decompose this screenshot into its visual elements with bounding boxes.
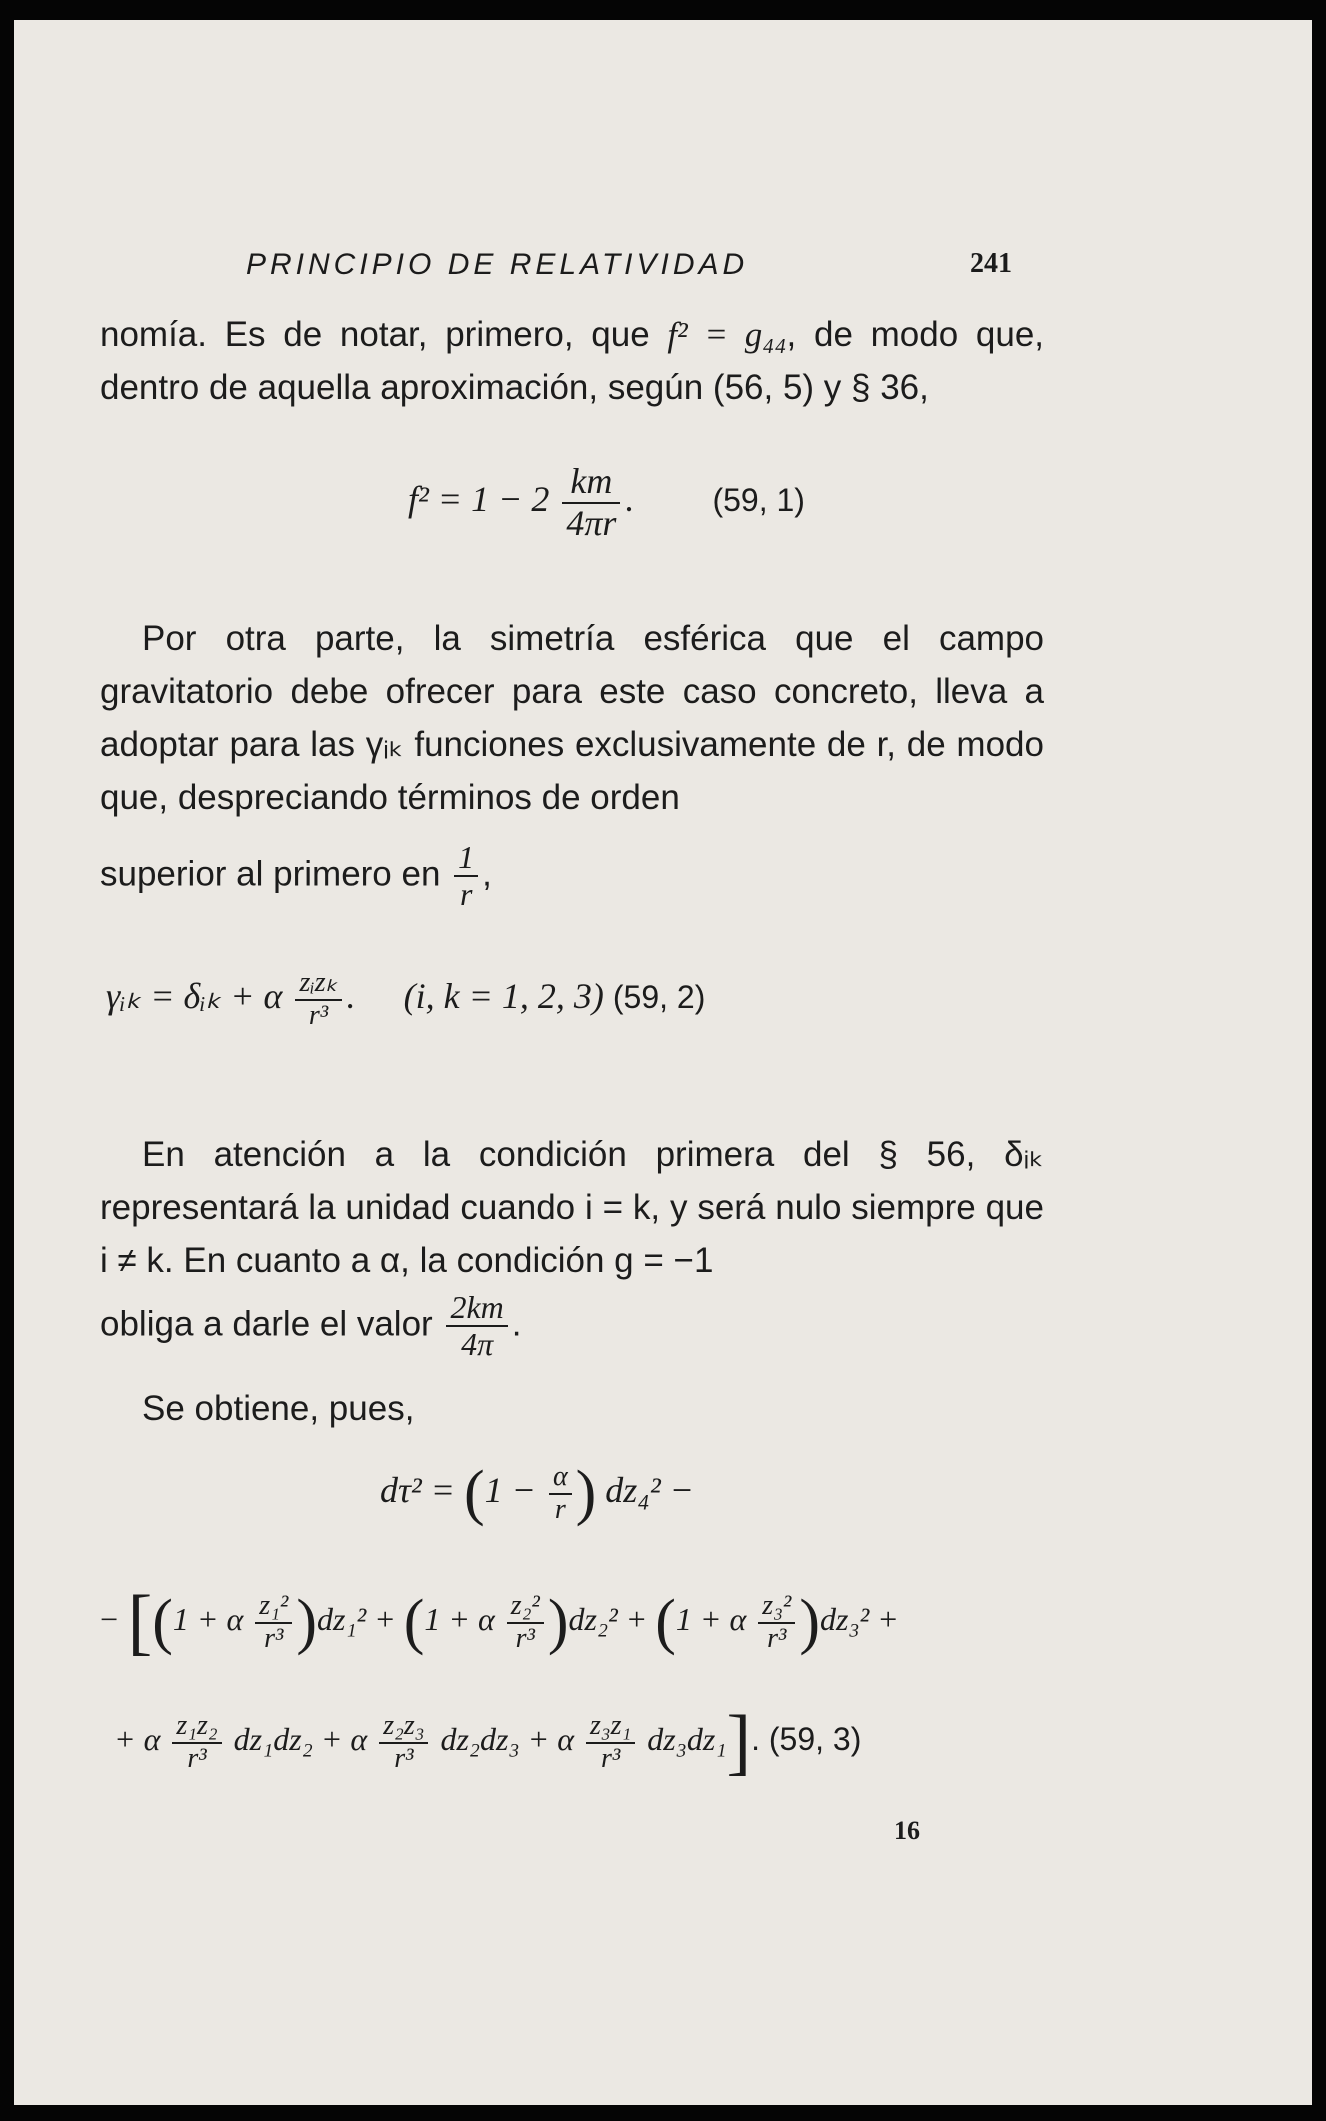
eq593-l2-t1-den: r³ — [264, 1622, 284, 1654]
eq593-number: . (59, 3) — [751, 1720, 862, 1757]
eq593-l2-frac2 — [507, 1591, 544, 1655]
eq593-l2-t2-post: dz₂² + — [568, 1600, 648, 1637]
eq593-l2-t3-pre: 1 + α — [675, 1600, 747, 1637]
eq591-den: 4πr — [566, 502, 617, 543]
equation-59-2 — [106, 968, 705, 1032]
page-number: 241 — [970, 248, 1012, 279]
eq593-l2-t2-num: z₂² — [507, 1591, 544, 1624]
p2-text: Por otra parte, la simetría esférica que el campo gravitatorio debe ofrecer para este caso concreto, lleva a adoptar para las γᵢₖ funciones exclusivamente de r, de modo que, despreciando términos de orden — [100, 619, 1044, 817]
alpha-after: . — [511, 1304, 522, 1344]
running-head: PRINCIPIO DE RELATIVIDAD — [246, 248, 749, 281]
eq593-l3-s2: dz₂dz₃ + α — [440, 1720, 575, 1757]
eq593-l3-frac3 — [586, 1711, 635, 1775]
eq593-l2-t1-pre: 1 + α — [172, 1600, 244, 1637]
eq593-l3-s1: dz₁dz₂ + α — [233, 1720, 368, 1757]
eq593-tail: dz₄² − — [605, 1469, 694, 1510]
paragraph-2 — [100, 612, 1044, 824]
paragraph-2-end — [100, 840, 1044, 912]
eq593-l3-a: + α — [114, 1720, 161, 1757]
alpha-value-fraction — [446, 1290, 507, 1362]
eq592-den: r³ — [308, 999, 329, 1031]
equation-59-3-line2: − [(1 + α $\frac{\text{z₁²}}{\text{r³}}$ )dz₁² + (1 + α $\frac{\text{z₂²}}{\text{r³}}$ )dz₂² + (1 + α $\frac{\text{z₃²}}{\text{r³}}$ )dz₃² + — [98, 1581, 899, 1663]
eq591-number: (59, 1) — [712, 481, 805, 518]
p1-math: f² = g₄₄ — [667, 315, 787, 354]
eq593-l3-n3: z₃z₁ — [586, 1711, 635, 1744]
eq593-l3-frac1 — [172, 1711, 221, 1775]
paragraph-4 — [100, 1382, 1044, 1435]
eq591-num: km — [562, 462, 620, 504]
signature-mark: 16 — [894, 1816, 920, 1845]
eq593-l1-num: α — [549, 1462, 572, 1495]
p3-end-text: obliga a darle el valor — [100, 1304, 433, 1344]
eq592-range: (i, k = 1, 2, 3) — [403, 976, 604, 1017]
eq591-fraction — [562, 462, 620, 543]
inline-num: 1 — [454, 840, 478, 877]
p1-text-c: , de modo que, dentro de aquella aproximación, según (56, 5) y § 36, — [100, 315, 1045, 407]
inline-after: , — [482, 854, 492, 894]
eq593-l3-d3: r³ — [601, 1742, 621, 1774]
p2-end-text: superior al primero en — [100, 854, 441, 894]
eq592-dot: . — [345, 976, 355, 1017]
book-page — [14, 20, 1312, 2105]
paragraph-1 — [100, 308, 1044, 414]
eq591-dot: . — [624, 478, 634, 519]
eq591-lhs: f² = 1 − 2 — [408, 478, 550, 519]
eq593-l3-s3: dz₃dz₁ — [647, 1720, 727, 1757]
eq593-lhs: dτ² = — [380, 1469, 455, 1510]
eq593-l2-frac1 — [255, 1591, 292, 1655]
eq593-inner: 1 − — [484, 1469, 536, 1510]
eq593-l2-t1-num: z₁² — [255, 1591, 292, 1624]
eq593-l3-n2: z₂z₃ — [379, 1711, 428, 1744]
eq592-number: (59, 2) — [612, 979, 706, 1016]
inline-den: r — [459, 876, 473, 913]
eq593-l2-t1-post: dz₁² + — [316, 1600, 396, 1637]
eq592-num: zᵢzₖ — [295, 968, 341, 1001]
eq593-alpha-r — [549, 1462, 572, 1526]
alpha-num: 2km — [446, 1290, 507, 1327]
eq593-l2-t3-den: r³ — [767, 1622, 787, 1654]
p3-text: En atención a la condición primera del § 56, δᵢₖ representará la unidad cuando i = k, y será nulo siempre que i ≠ k. En cuanto a α, la condición g = −1 — [100, 1135, 1044, 1280]
eq593-l2-t3-post: dz₃² + — [819, 1600, 899, 1637]
eq593-l2-lead: − — [98, 1600, 120, 1637]
equation-59-3-line3: + α $\frac{\text{z₁z₂}}{\text{r³}}$ dz₁dz₂ + α $\frac{\text{z₂z₃}}{\text{r³}}$ dz₂dz₃ + α $\frac{\text{z₃z₁}}{\text{r³}}$ dz₃dz₁]. (59, 3) — [114, 1701, 862, 1783]
eq592-lhs: γᵢₖ = δᵢₖ + α — [106, 976, 283, 1017]
eq593-l2-frac3 — [758, 1591, 795, 1655]
p4-text: Se obtiene, pues, — [142, 1389, 415, 1428]
eq593-l2-t3-num: z₃² — [758, 1591, 795, 1624]
paragraph-3-end — [100, 1290, 1044, 1362]
eq593-l3-d2: r³ — [394, 1742, 414, 1774]
eq593-l2-t2-pre: 1 + α — [424, 1600, 495, 1637]
eq593-l3-n1: z₁z₂ — [172, 1711, 221, 1744]
equation-59-3-line1: dτ² = (1 − $\frac{\alpha}{r}$ ) dz₄² − — [380, 1459, 694, 1527]
page-header — [14, 248, 1312, 288]
eq593-l2-t2-den: r³ — [515, 1622, 535, 1654]
eq592-fraction — [295, 968, 341, 1032]
p1-text-a: nomía. Es de notar, primero, que — [100, 315, 668, 354]
eq593-l1-den: r — [554, 1493, 566, 1525]
inline-fraction-1-r — [454, 840, 478, 912]
paragraph-3 — [100, 1128, 1044, 1287]
eq593-l3-frac2 — [379, 1711, 428, 1775]
alpha-den: 4π — [461, 1326, 494, 1363]
equation-59-1 — [408, 462, 805, 543]
eq593-l3-d1: r³ — [187, 1742, 207, 1774]
